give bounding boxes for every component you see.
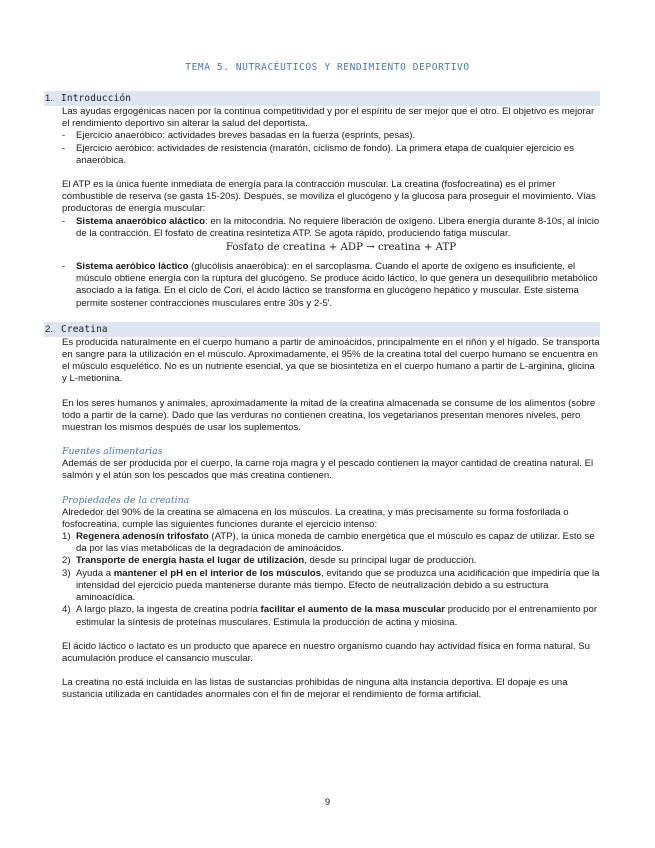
subheading-fuentes: Fuentes alimentarias xyxy=(62,446,163,458)
list-bullet: - xyxy=(62,142,66,154)
section-number: 1. xyxy=(45,93,54,104)
list-item-text xyxy=(76,216,600,240)
item-number: 1) xyxy=(62,531,71,543)
section-title: Introducción xyxy=(61,93,132,104)
item-description: producido por el entrenamiento por estimular la síntesis de proteínas musculares. Estimula la producción de actina y miosina. xyxy=(76,604,598,628)
bold-term: Transporte de energía hasta el lugar de utilización xyxy=(76,555,305,567)
item-prefix: Ayuda a xyxy=(76,567,114,579)
numbered-item xyxy=(62,568,600,605)
item-number: 3) xyxy=(62,567,71,579)
item-prefix: A largo plazo, la ingesta de creatina podría xyxy=(76,604,261,616)
list-bullet: - xyxy=(62,261,66,273)
page-number: 9 xyxy=(324,797,331,808)
paragraph: En los seres humanos y animales, aproximadamente la mitad de la creatina almacenada se consume de los alimentos (sobre todo a partir de la carne). Dado que las verduras no contienen creatina, los vegetarianos presentan menores niveles, pero muestran los mismos después de usar los suplementos. xyxy=(62,397,596,434)
item-number: 2) xyxy=(62,555,71,567)
document-content xyxy=(44,91,600,702)
numbered-item xyxy=(62,555,600,567)
item-description: (ATP), la única moneda de cambio energética que el músculo es capaz de utilizar. Esto se da por las vías metabólicas de la degradación de aminoácidos. xyxy=(76,531,595,555)
list-item-text: Ejercicio aeróbico: actividades de resistencia (maratón, ciclismo de fondo). La primera etapa de cualquier ejercicio es anaeróbica. xyxy=(76,142,575,166)
list-item xyxy=(62,261,600,310)
subheading-propiedades: Propiedades de la creatina xyxy=(62,494,190,506)
section-heading-introduccion xyxy=(44,91,600,106)
list-item-text: Ejercicio anaeróbico: actividades breves basadas en la fuerza (esprints, pesas). xyxy=(76,130,416,142)
numbered-item-text xyxy=(76,568,600,605)
numbered-item-text xyxy=(76,604,600,628)
bold-term: Sistema anaeróbico aláctico xyxy=(76,215,206,227)
chemical-formula: Fosfato de creatina + ADP → creatina + ATP xyxy=(225,242,457,254)
section-body xyxy=(44,337,600,702)
bold-term: Sistema aeróbico láctico xyxy=(76,261,189,273)
section-heading-creatina xyxy=(44,322,600,337)
item-description: : en la mitocondria. No requiere liberación de oxígeno. Libera energía durante 8-10s, al inicio de la contracción. El fosfato de creatina resintetiza ATP. Se agota rápido, produciendo fatiga muscular. xyxy=(76,215,600,239)
list-item xyxy=(62,216,600,240)
list-item xyxy=(62,143,600,167)
paragraph: El ATP es la única fuente inmediata de energía para la contracción muscular. La creatina (fosfocreatina) es el primer combustible de reserva (se gasta 15-20s). Después, se moviliza el glucógeno y la glucosa para proseguir el movimiento. Vías productoras de energía muscular: xyxy=(62,179,596,215)
bold-term: facilitar el aumento de la masa muscular xyxy=(260,604,446,616)
numbered-item xyxy=(62,531,600,555)
paragraph: Es producida naturalmente en el cuerpo humano a partir de aminoácidos, principalmente en el riñón y el hígado. Se transporta en sangre para la utilización en el músculo. Aproximadamente, el 95% de la creatina total del cuerpo humano se encuentra en el músculo esquelético. No es un nutriente esencial, ya que se biosintetiza en el cuerpo humano a partir de L-arginina, glicina y L-metionina. xyxy=(62,336,600,385)
list-item-text xyxy=(76,261,600,310)
section-number: 2. xyxy=(45,323,54,335)
bold-term: mantener el pH en el interior de los músculos xyxy=(113,567,322,579)
item-description: , desde su principal lugar de producción. xyxy=(304,555,477,567)
item-description: , evitando que se produzca una acidificación que impediría que la intensidad del ejercicio pueda mantenerse durante más tiempo. Efecto de neutralización debido a su estructura aminoacídica. xyxy=(76,567,600,604)
paragraph: Alrededor del 90% de la creatina se almacena en los músculos. La creatina, y más precisamente su forma fosforilada o fosfocreatina, cumple las siguientes funciones durante el ejercicio intenso: xyxy=(62,506,569,530)
paragraph: Las ayudas ergogénicas nacen por la continua competitividad y por el espíritu de ser mejor que el otro. El objetivo es mejorar el rendimiento deportivo sin alterar la salud del deportista. xyxy=(62,106,595,130)
numbered-item-text xyxy=(76,531,600,555)
item-number: 4) xyxy=(62,604,71,616)
section-body xyxy=(44,106,600,310)
paragraph: Además de ser producida por el cuerpo, la carne roja magra y el pescado contienen la mayor cantidad de creatina natural. El salmón y el atún son los pescados que más creatina contienen. xyxy=(62,458,594,482)
item-description: (glucólisis anaeróbica): en el sarcoplasma. Cuando el aporte de oxígeno es insuficiente, el músculo obtiene energía con la ruptura del glucógeno. Se produce ácido láctico, lo que genera un desequilibrio metabólico asociado a la fatiga. En el ciclo de Cori, el ácido láctico se transforma en glucógeno hepático y muscular. Este sistema permite sostener contracciones musculares entre 30s y 2-5'. xyxy=(76,261,598,309)
section-title: Creatina xyxy=(61,323,108,335)
paragraph: La creatina no está incluida en las listas de sustancias prohibidas de ninguna alta instancia deportiva. El dopaje es una sustancia utilizada en cantidades anormales con el fin de mejorar el rendimiento de forma artificial. xyxy=(62,677,568,701)
bold-term: Regenera adenosín trifosfato xyxy=(76,531,209,543)
numbered-item-text xyxy=(76,555,600,567)
list-bullet: - xyxy=(62,130,66,142)
page-title: TEMA 5. NUTRACÉUTICOS Y RENDIMIENTO DEPORTIVO xyxy=(185,62,470,73)
paragraph: El ácido láctico o lactato es un producto que aparece en nuestro organismo cuando hay actividad física en forma natural. Su acumulación produce el cansancio muscular. xyxy=(62,640,590,664)
numbered-item xyxy=(62,604,600,628)
list-bullet: - xyxy=(62,215,66,227)
list-item xyxy=(62,130,600,142)
